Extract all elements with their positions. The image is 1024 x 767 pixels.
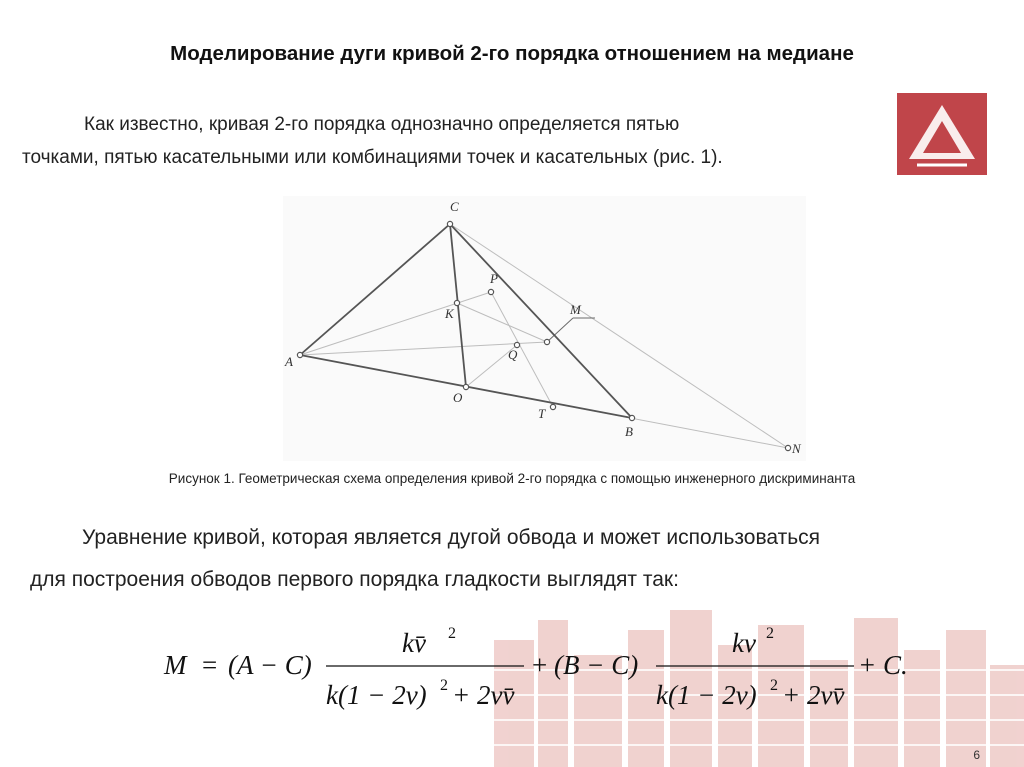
point-K [454, 300, 459, 305]
curve-equation [150, 612, 930, 742]
formula-term1-denominator: k(1 − 2v) [326, 680, 427, 710]
point-C [447, 221, 452, 226]
point-P [488, 289, 493, 294]
label-B: B [625, 424, 633, 439]
figure-caption: Рисунок 1. Геометрическая схема определения кривой 2-го порядка с помощью инженерного дискриминанта [168, 471, 856, 486]
point-M [544, 339, 549, 344]
label-A: A [285, 354, 293, 369]
slide-title: Моделирование дуги кривой 2-го порядка отношением на медиане [170, 42, 854, 65]
point-B [629, 415, 634, 420]
point-O [463, 384, 468, 389]
formula-tail: + C. [858, 650, 908, 680]
formula-plus: + [532, 650, 548, 680]
label-K: K [445, 306, 454, 321]
formula-lhs: M [164, 650, 187, 680]
label-C: C [450, 199, 459, 214]
formula-term2-den-tail: + 2vv̄ [782, 680, 845, 710]
formula-equals: = [202, 650, 218, 680]
formula-term2-denominator: k(1 − 2v) [656, 680, 757, 710]
geometric-scheme-figure [283, 196, 806, 461]
formula-term2-num-exponent: 2 [766, 625, 774, 642]
label-M: M [570, 302, 581, 317]
intro-line-1: Как известно, кривая 2-го порядка однозначно определяется пятью [84, 114, 680, 135]
formula-term2-factor: (B − C) [554, 650, 639, 680]
formula-term1-num-exponent: 2 [448, 625, 456, 642]
label-P: P [490, 271, 498, 286]
para-line-1: Уравнение кривой, которая является дугой обвода и может использоваться [82, 526, 821, 549]
formula-term1-den-exponent: 2 [440, 677, 448, 694]
equation-intro-paragraph [30, 517, 1005, 601]
formula-term1-factor: (A − C) [228, 650, 312, 680]
label-T: T [538, 406, 546, 421]
intro-paragraph [22, 108, 982, 174]
para-line-2: для построения обводов первого порядка гладкости выглядят так: [30, 568, 679, 591]
formula-term2-den-exponent: 2 [770, 677, 778, 694]
formula-term1-numerator: kv̄ [402, 628, 426, 658]
formula-term2-numerator: kv [732, 628, 756, 658]
formula-term1-den-tail: + 2vv̄ [452, 680, 515, 710]
intro-line-2: точками, пятью касательными или комбинациями точек и касательных (рис. 1). [22, 147, 723, 168]
point-T [550, 404, 555, 409]
label-N: N [792, 441, 801, 456]
point-N [785, 445, 790, 450]
point-A [297, 352, 302, 357]
page-number: 6 [973, 748, 980, 762]
label-Q: Q [508, 347, 518, 362]
label-O: O [453, 390, 463, 405]
